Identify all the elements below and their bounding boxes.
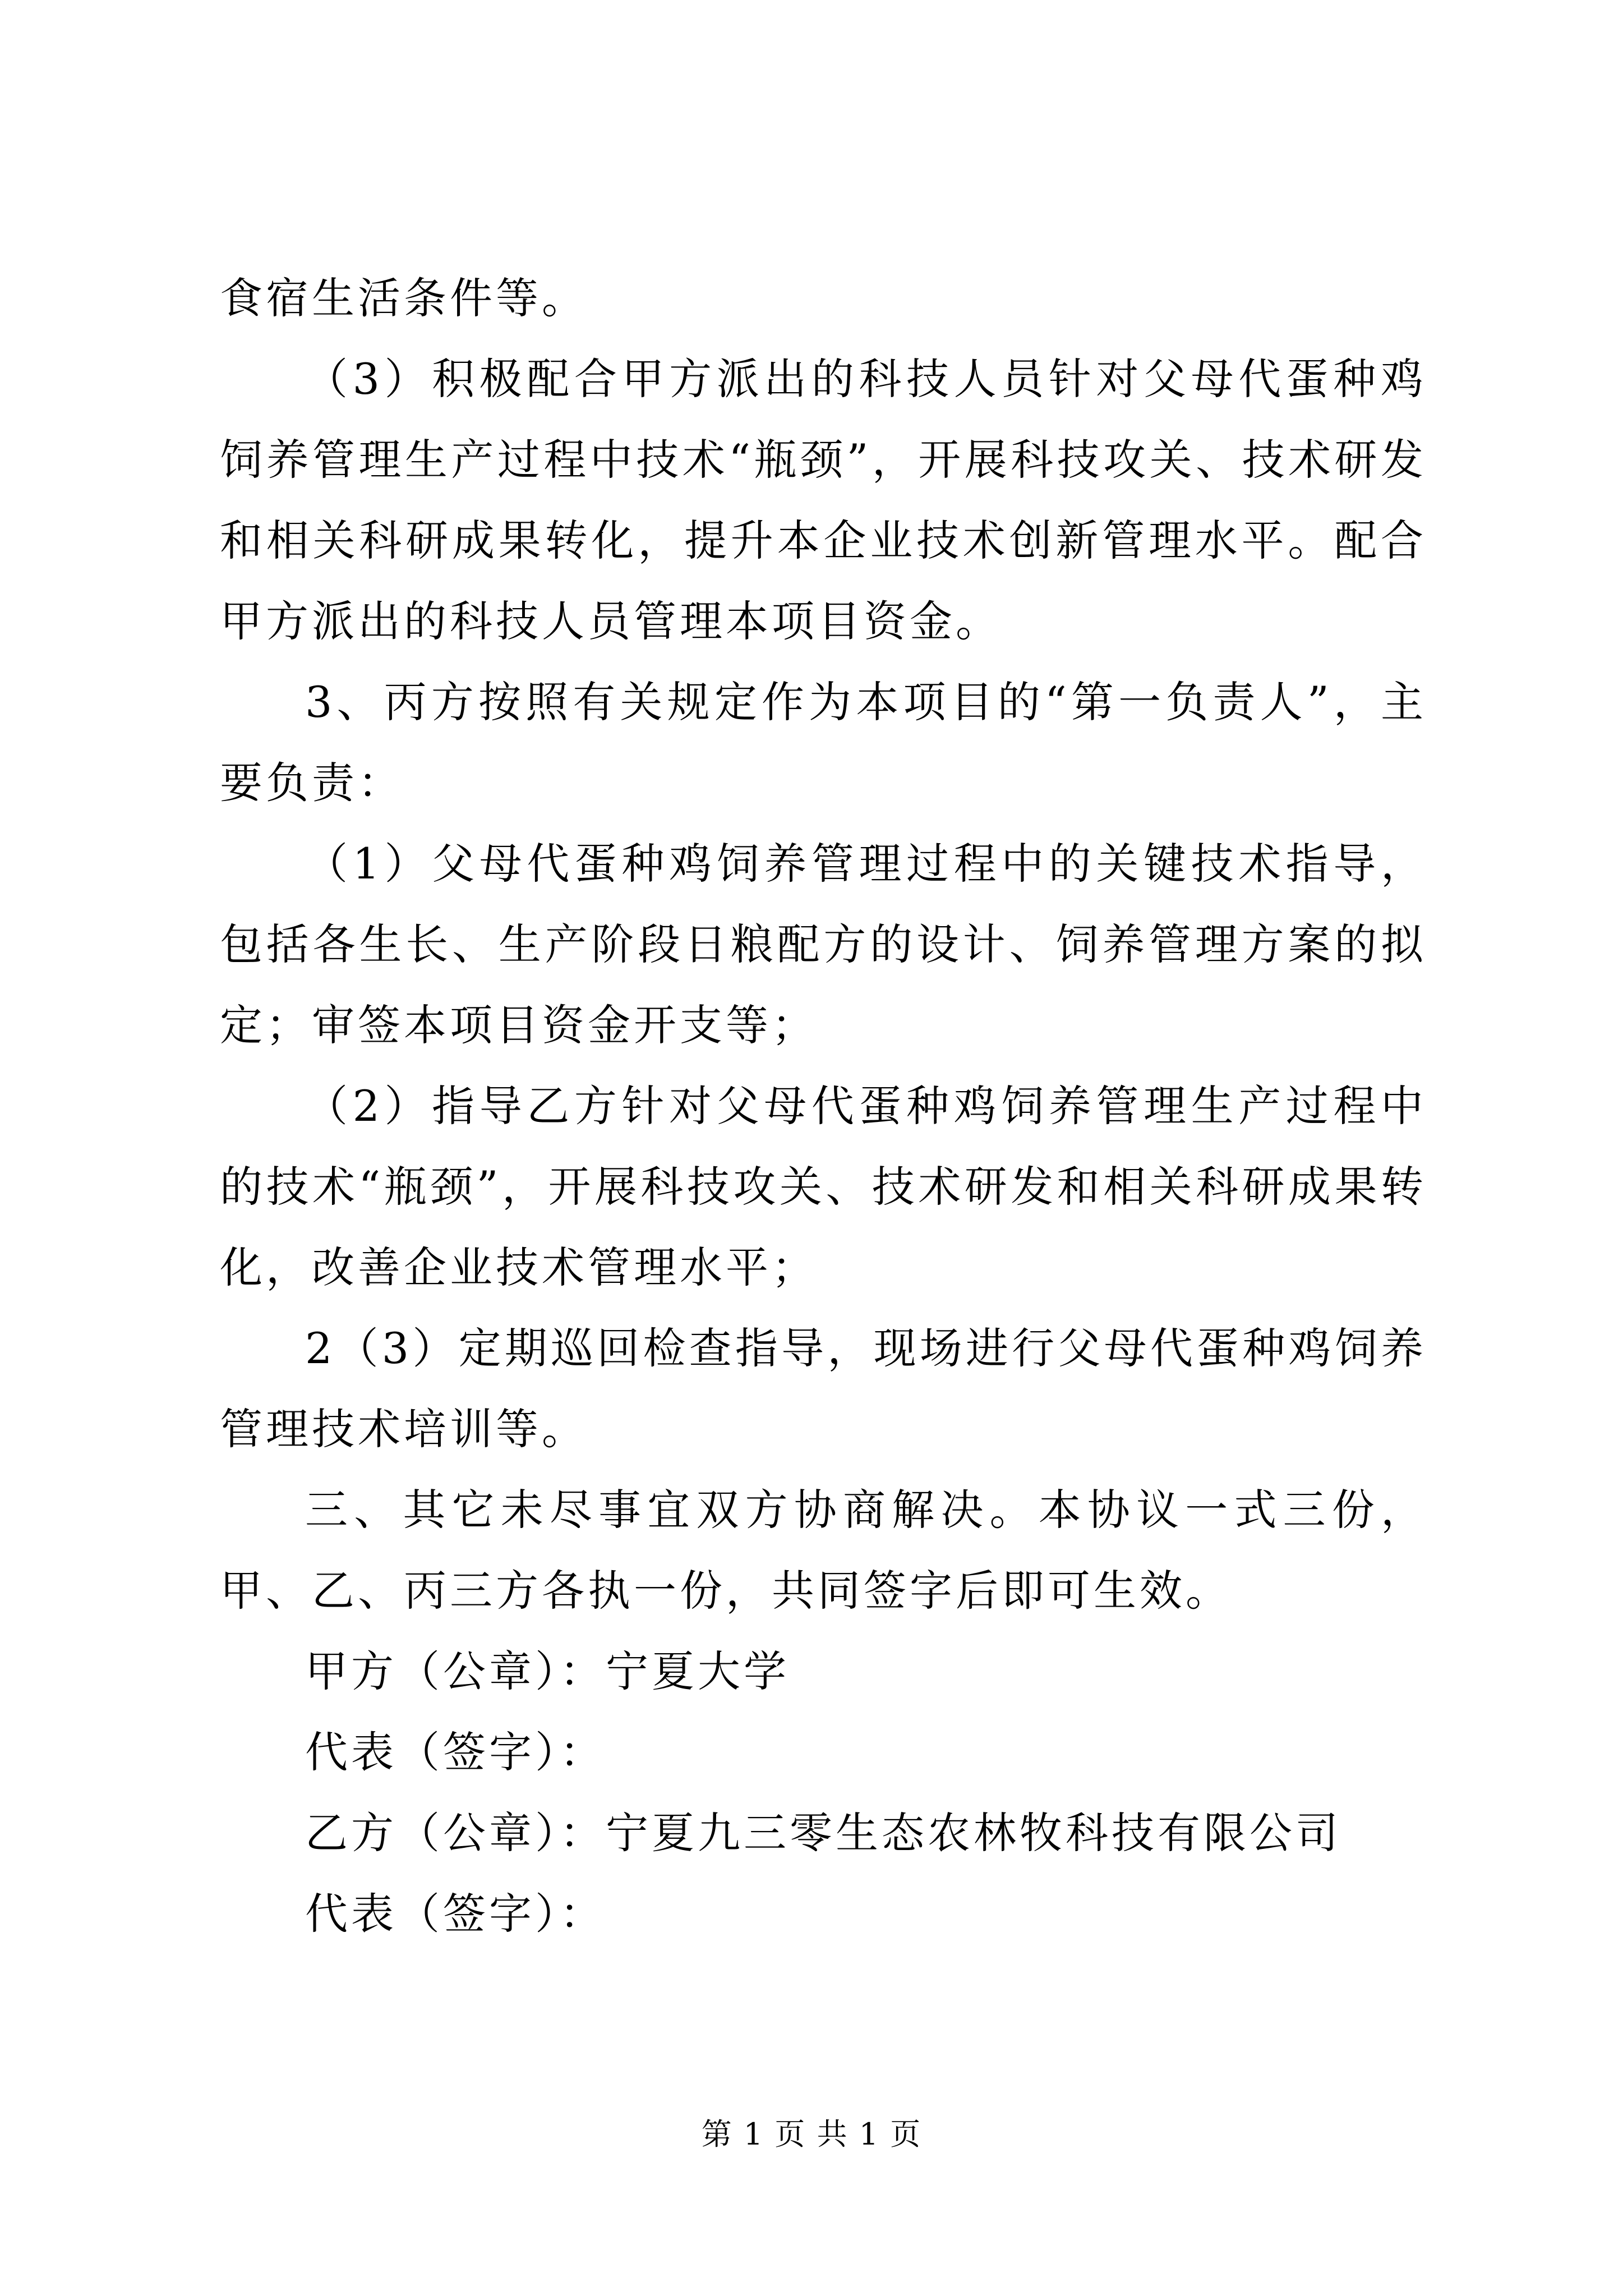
paragraph-continuation: 食宿生活条件等。 (220, 273, 588, 323)
paragraph-clause-2-3: （3）积极配合甲方派出的科技人员针对父母代蛋种鸡饲养管理生产过程中技术“瓶颈”，开展科技攻关、技术研发和相关科研成果转化，提升本企业技术创新管理水平。配合甲方派出的科技人员管理本项目资金。 (220, 354, 1427, 646)
party-a-representative-line: 代表（签字）： (305, 1727, 606, 1777)
party-b-seal-line: 乙方（公章）：宁夏九三零生态农林牧科技有限公司 (305, 1808, 1341, 1858)
paragraph-section-3: 三、其它未尽事宜双方协商解决。本协议一式三份，甲、乙、丙三方各执一份，共同签字后即可生效。 (220, 1485, 1427, 1616)
document-body (220, 258, 1427, 1954)
paragraph-clause-3: 3、丙方按照有关规定作为本项目的“第一负责人”，主要负责： (220, 677, 1427, 808)
party-b-representative-line: 代表（签字）： (305, 1889, 606, 1939)
paragraph-clause-3-2: （2）指导乙方针对父母代蛋种鸡饲养管理生产过程中的技术“瓶颈”，开展科技攻关、技术研发和相关科研成果转化，改善企业技术管理水平； (220, 1081, 1427, 1292)
party-a-seal-line: 甲方（公章）：宁夏大学 (305, 1646, 790, 1696)
page-footer: 第 1 页 共 1 页 (701, 2116, 922, 2152)
paragraph-clause-3-1: （1）父母代蛋种鸡饲养管理过程中的关键技术指导，包括各生长、生产阶段日粮配方的设计、饲养管理方案的拟定；审签本项目资金开支等； (220, 839, 1427, 1050)
paragraph-clause-3-3: 2（3）定期巡回检查指导，现场进行父母代蛋种鸡饲养管理技术培训等。 (220, 1323, 1427, 1454)
